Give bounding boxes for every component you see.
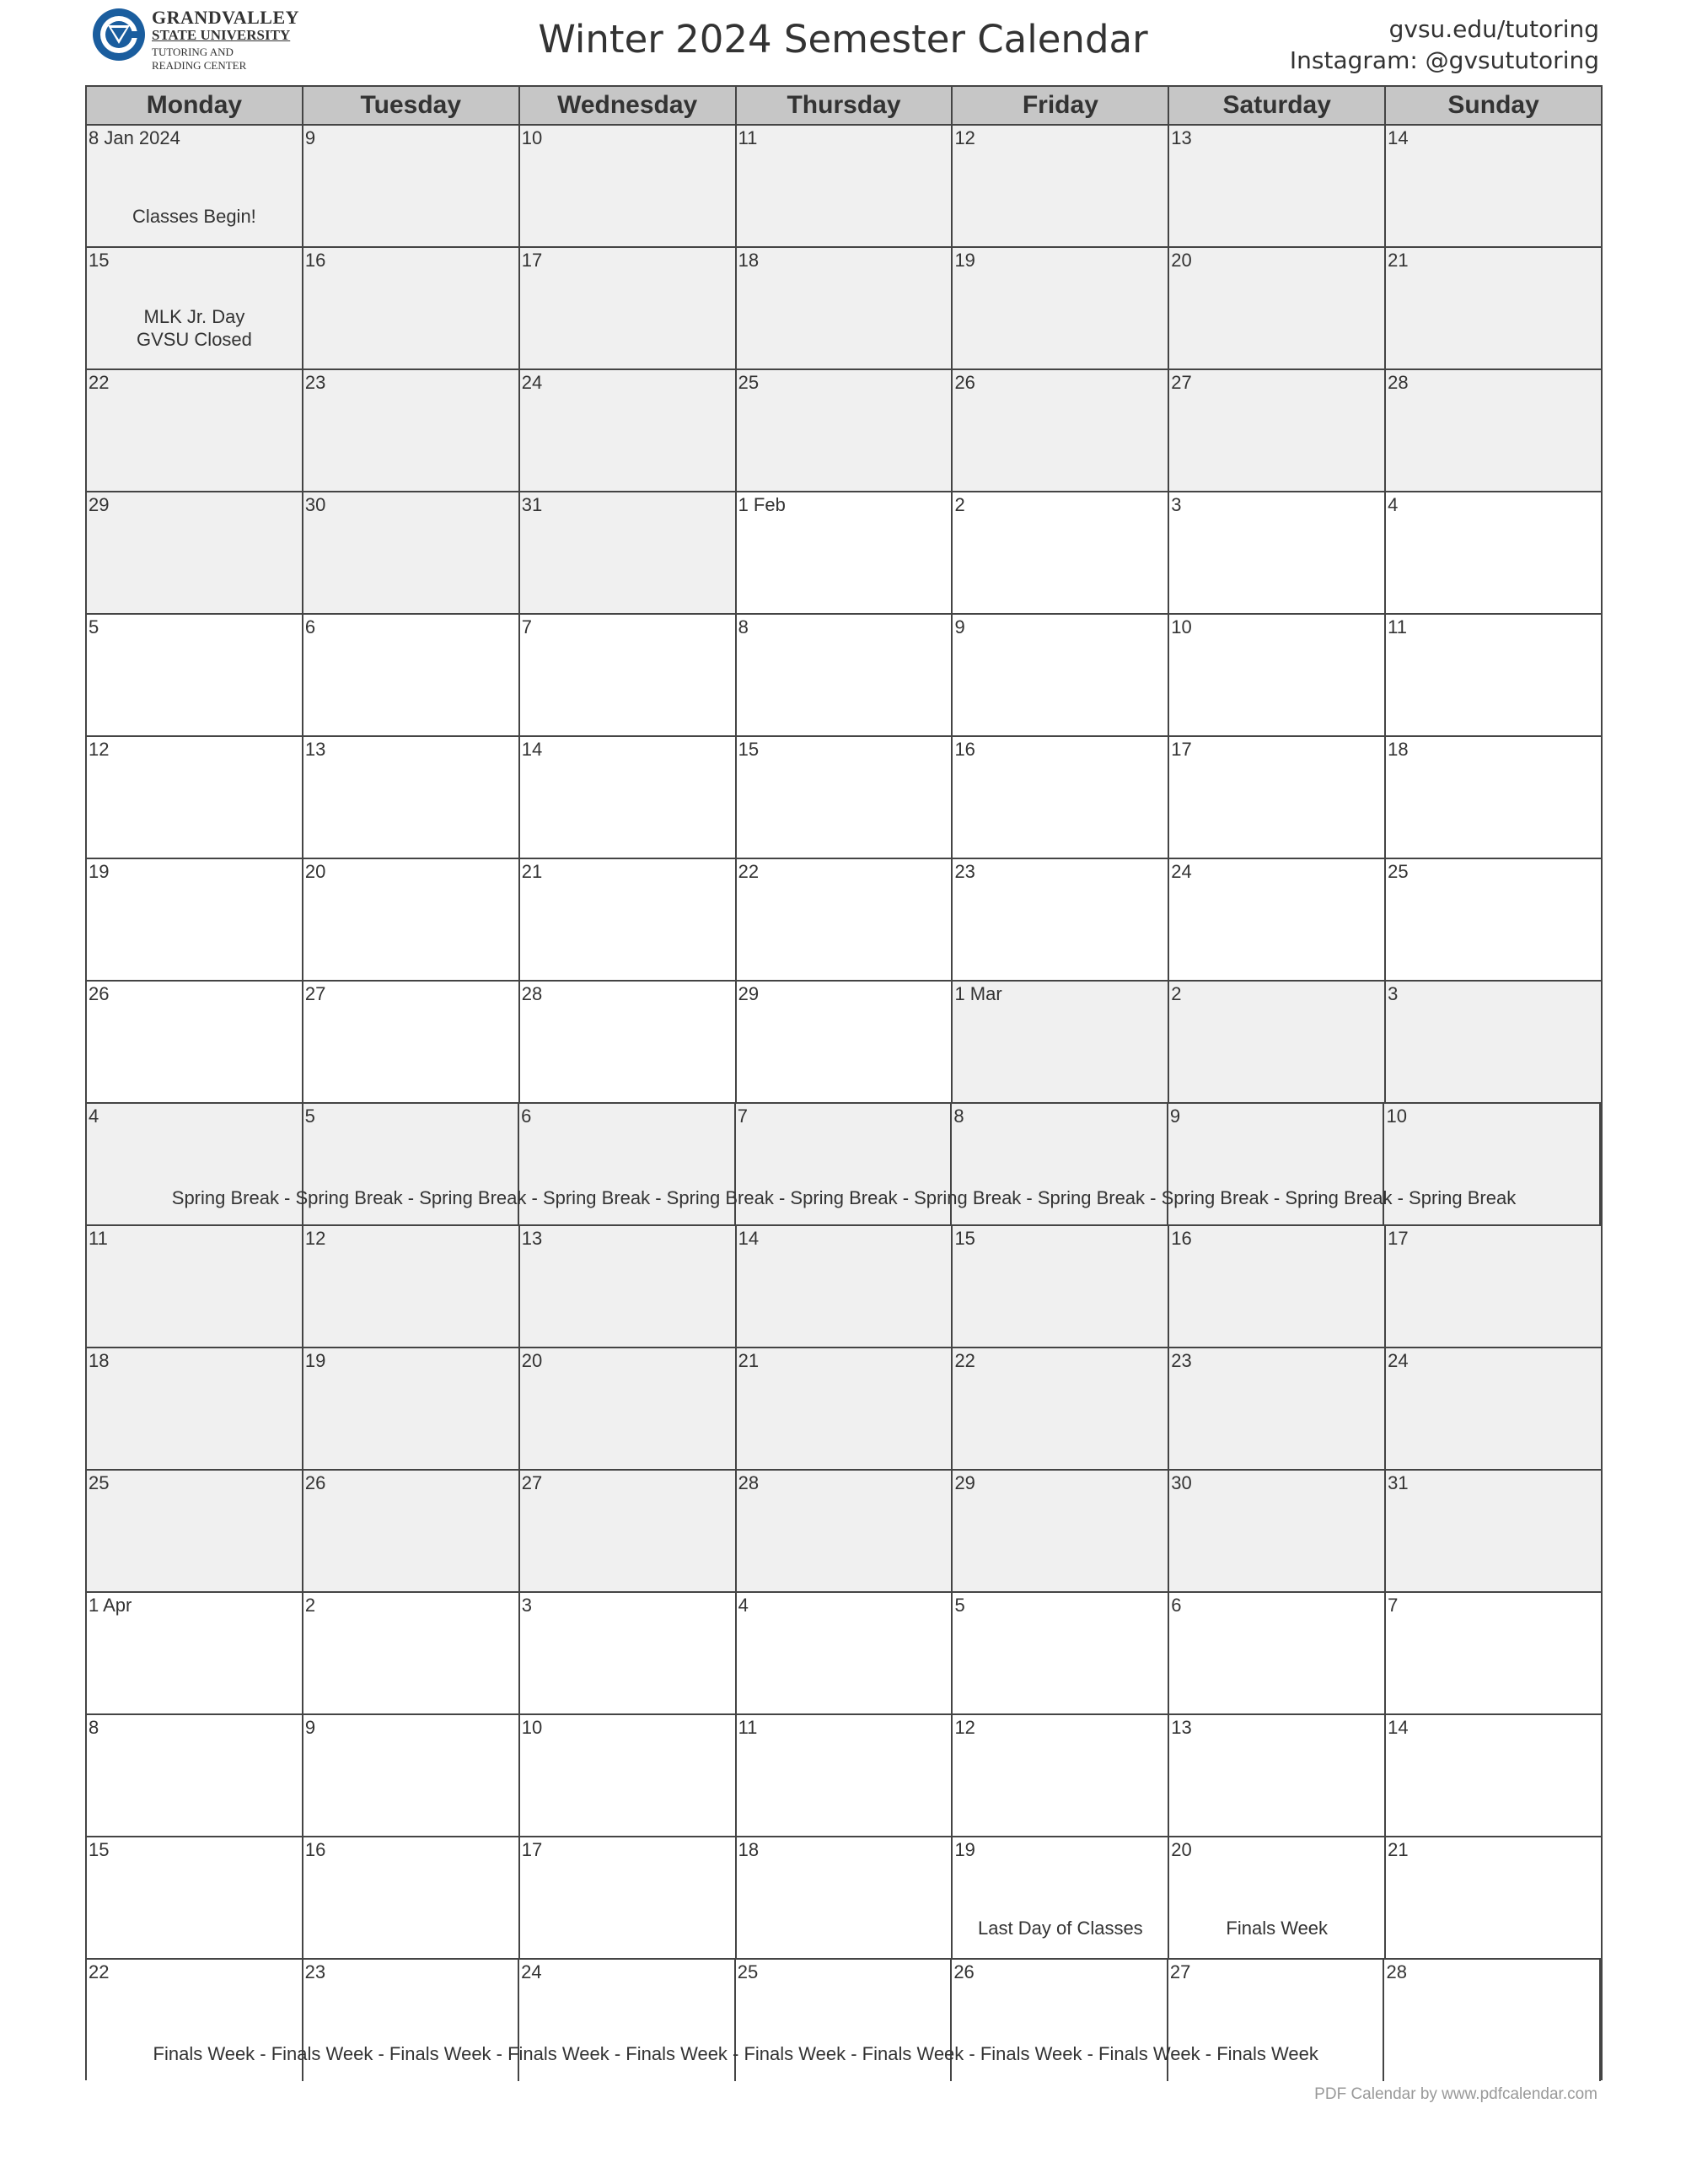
day-number: 28 [1386, 1961, 1407, 1982]
day-cell[interactable] [303, 370, 520, 491]
day-cell[interactable] [1169, 737, 1386, 858]
day-number: 28 [738, 1472, 760, 1493]
day-number: 8 Jan 2024 [89, 127, 180, 148]
day-event: Last Day of Classes [978, 1918, 1143, 1939]
day-number: 28 [1388, 372, 1409, 393]
week-row [87, 1715, 1601, 1837]
day-number: 7 [521, 616, 532, 637]
day-cell[interactable] [736, 1960, 953, 2081]
day-cell[interactable] [953, 1593, 1169, 1713]
day-number: 23 [954, 861, 975, 882]
day-cell[interactable] [87, 126, 303, 246]
week-row [87, 737, 1601, 859]
day-number: 26 [954, 372, 975, 393]
day-number: 9 [304, 1717, 316, 1738]
day-cell[interactable] [520, 615, 737, 735]
day-cell[interactable] [1169, 126, 1386, 246]
day-number: 30 [1171, 1472, 1192, 1493]
day-cell[interactable] [520, 370, 737, 491]
day-cell[interactable] [737, 492, 953, 613]
day-cell[interactable] [953, 1348, 1169, 1469]
day-cell[interactable] [87, 1226, 303, 1347]
day-cell[interactable] [87, 492, 303, 613]
day-number: 27 [1169, 1961, 1191, 1982]
day-cell[interactable] [520, 126, 737, 246]
day-cell[interactable] [1169, 370, 1386, 491]
day-number: 25 [737, 1961, 759, 1982]
day-number: 11 [89, 1228, 108, 1249]
day-number: 27 [304, 983, 326, 1004]
week-row [87, 126, 1601, 248]
day-cell[interactable] [1168, 1104, 1385, 1224]
day-cell[interactable] [87, 248, 303, 368]
day-cell[interactable] [737, 1348, 953, 1469]
day-cell[interactable] [1384, 1104, 1601, 1224]
day-number: 18 [738, 1839, 760, 1860]
day-number: 18 [738, 250, 760, 271]
day-cell[interactable] [87, 982, 303, 1102]
day-cell[interactable] [1386, 1226, 1601, 1347]
week-row [87, 615, 1601, 737]
day-cell[interactable] [520, 1226, 737, 1347]
day-number: 29 [738, 983, 760, 1004]
day-cell[interactable] [737, 370, 953, 491]
day-number: 8 [89, 1717, 99, 1738]
week-row [87, 1593, 1601, 1715]
day-number: 22 [89, 1961, 110, 1982]
day-cell[interactable] [520, 1471, 737, 1591]
day-cell[interactable] [952, 1960, 1168, 2081]
day-number: 10 [521, 1717, 543, 1738]
day-number: 24 [1388, 1350, 1409, 1371]
day-cell[interactable] [87, 859, 303, 980]
day-number: 14 [1388, 127, 1409, 148]
day-number: 25 [738, 372, 760, 393]
day-cell[interactable] [520, 492, 737, 613]
day-cell[interactable] [520, 1715, 737, 1836]
day-cell[interactable] [1386, 1837, 1601, 1958]
week-row [87, 248, 1601, 370]
day-number: 11 [738, 1717, 758, 1738]
day-cell[interactable] [1386, 1348, 1601, 1469]
day-number: 24 [521, 1961, 542, 1982]
page-title: Winter 2024 Semester Calendar [538, 17, 1148, 62]
day-number: 5 [89, 616, 99, 637]
day-cell[interactable] [1386, 859, 1601, 980]
day-cell[interactable] [519, 1104, 736, 1224]
day-cell[interactable] [303, 1960, 520, 2081]
day-number: 17 [521, 250, 543, 271]
day-cell[interactable] [737, 126, 953, 246]
logo-line-1: GRANDVALLEY [152, 7, 300, 28]
weekday-tuesday: Tuesday [303, 87, 520, 124]
weekday-friday: Friday [953, 87, 1169, 124]
day-cell[interactable] [952, 1104, 1168, 1224]
week-row [87, 1226, 1601, 1348]
day-number: 10 [1386, 1105, 1407, 1127]
day-cell[interactable] [1384, 1960, 1601, 2081]
weekday-sunday: Sunday [1447, 91, 1539, 119]
day-cell[interactable] [303, 1593, 520, 1713]
day-cell[interactable] [87, 1960, 303, 2081]
day-number: 31 [1388, 1472, 1409, 1493]
day-cell[interactable] [1169, 1715, 1386, 1836]
day-cell[interactable] [736, 1104, 953, 1224]
day-number: 1 Apr [89, 1595, 132, 1616]
day-number: 2 [1171, 983, 1182, 1004]
day-number: 29 [954, 1472, 975, 1493]
day-cell[interactable] [953, 982, 1169, 1102]
day-number: 23 [304, 1961, 326, 1982]
day-cell[interactable] [520, 1593, 737, 1713]
website-link[interactable]: gvsu.edu/tutoring [1388, 15, 1599, 43]
day-cell[interactable] [519, 1960, 736, 2081]
day-cell[interactable] [1169, 1837, 1386, 1958]
day-number: 12 [954, 1717, 975, 1738]
day-cell[interactable] [1386, 370, 1601, 491]
day-cell[interactable] [520, 982, 737, 1102]
day-number: 22 [954, 1350, 975, 1371]
day-cell[interactable] [303, 982, 520, 1102]
week-row [87, 370, 1601, 492]
day-number: 10 [521, 127, 543, 148]
day-number: 15 [89, 250, 110, 271]
day-number: 31 [521, 494, 543, 515]
day-cell[interactable] [1169, 1348, 1386, 1469]
day-number: 11 [1388, 616, 1407, 637]
day-number: 1 Mar [954, 983, 1002, 1004]
day-number: 20 [304, 861, 326, 882]
day-number: 22 [738, 861, 760, 882]
day-number: 15 [738, 739, 760, 760]
day-cell[interactable] [87, 1593, 303, 1713]
weekday-wednesday: Wednesday [520, 87, 737, 124]
day-cell[interactable] [1169, 1471, 1386, 1591]
day-cell[interactable] [87, 370, 303, 491]
day-cell[interactable] [1386, 492, 1601, 613]
footer-credit: PDF Calendar by www.pdfcalendar.com [1314, 2085, 1597, 2103]
day-event: Finals Week [1226, 1918, 1329, 1939]
day-number: 19 [304, 1350, 326, 1371]
day-number: 25 [1388, 861, 1409, 882]
day-number: 21 [521, 861, 543, 882]
day-number: 6 [1171, 1595, 1182, 1616]
day-number: 7 [737, 1105, 748, 1127]
day-number: 8 [738, 616, 749, 637]
day-cell[interactable] [1386, 737, 1601, 858]
day-number: 4 [738, 1595, 749, 1616]
weekday-monday: Monday [87, 87, 303, 124]
day-cell[interactable] [303, 859, 520, 980]
day-cell[interactable] [737, 1593, 953, 1713]
day-cell[interactable] [303, 248, 520, 368]
day-cell[interactable] [520, 737, 737, 858]
day-number: 11 [738, 127, 758, 148]
day-cell[interactable] [1386, 1715, 1601, 1836]
day-cell[interactable] [953, 859, 1169, 980]
day-cell[interactable] [1386, 126, 1601, 246]
day-number: 19 [954, 250, 975, 271]
day-cell[interactable] [520, 1348, 737, 1469]
day-cell[interactable] [953, 492, 1169, 613]
day-number: 20 [1171, 1839, 1192, 1860]
day-cell[interactable] [737, 737, 953, 858]
day-cell[interactable] [737, 615, 953, 735]
day-number: 21 [1388, 1839, 1409, 1860]
weekday-header-row [87, 87, 1601, 126]
day-cell[interactable] [737, 859, 953, 980]
day-number: 24 [521, 372, 543, 393]
day-cell[interactable] [87, 615, 303, 735]
day-number: 4 [1388, 494, 1399, 515]
day-cell[interactable] [737, 982, 953, 1102]
day-cell[interactable] [520, 248, 737, 368]
day-cell[interactable] [303, 1471, 520, 1591]
day-number: 16 [954, 739, 975, 760]
day-number: 10 [1171, 616, 1192, 637]
day-cell[interactable] [1169, 492, 1386, 613]
day-number: 6 [521, 1105, 532, 1127]
calendar-weeks [87, 126, 1601, 2081]
day-cell[interactable] [737, 1715, 953, 1836]
day-cell[interactable] [953, 615, 1169, 735]
page-header [0, 0, 1686, 84]
day-cell[interactable] [953, 1226, 1169, 1347]
day-number: 26 [953, 1961, 975, 1982]
day-cell[interactable] [1386, 982, 1601, 1102]
week-row [87, 982, 1601, 1104]
day-number: 15 [954, 1228, 975, 1249]
week-row [87, 492, 1601, 615]
day-number: 30 [304, 494, 326, 515]
day-number: 3 [1388, 983, 1399, 1004]
day-number: 27 [521, 1472, 543, 1493]
day-number: 17 [1388, 1228, 1409, 1249]
day-number: 8 [953, 1105, 964, 1127]
day-cell[interactable] [1168, 1960, 1385, 2081]
day-number: 13 [304, 739, 326, 760]
day-cell[interactable] [1169, 1226, 1386, 1347]
day-number: 28 [521, 983, 543, 1004]
logo-line-4: READING CENTER [152, 59, 247, 72]
day-number: 20 [521, 1350, 543, 1371]
day-number: 21 [738, 1350, 760, 1371]
week-row [87, 859, 1601, 982]
day-cell[interactable] [737, 1837, 953, 1958]
weekday-saturday: Saturday [1169, 87, 1386, 124]
day-cell[interactable] [303, 737, 520, 858]
day-number: 14 [1388, 1717, 1409, 1738]
day-cell[interactable] [303, 1837, 520, 1958]
day-cell[interactable] [1169, 1593, 1386, 1713]
day-number: 5 [304, 1105, 315, 1127]
week-row [87, 1471, 1601, 1593]
day-cell[interactable] [953, 126, 1169, 246]
day-number: 2 [954, 494, 965, 515]
day-number: 12 [954, 127, 975, 148]
day-cell[interactable] [1386, 615, 1601, 735]
day-cell[interactable] [1169, 248, 1386, 368]
day-cell[interactable] [303, 615, 520, 735]
calendar-grid [85, 85, 1603, 2080]
day-number: 20 [1171, 250, 1192, 271]
day-number: 14 [521, 739, 543, 760]
day-number: 21 [1388, 250, 1409, 271]
day-cell[interactable] [737, 1471, 953, 1591]
day-number: 4 [89, 1105, 99, 1127]
day-cell[interactable] [87, 1715, 303, 1836]
day-number: 26 [304, 1472, 326, 1493]
week-row [87, 1960, 1601, 2081]
day-number: 9 [304, 127, 316, 148]
day-cell[interactable] [303, 1226, 520, 1347]
day-number: 17 [1171, 739, 1192, 760]
day-number: 12 [89, 739, 110, 760]
day-cell[interactable] [953, 1471, 1169, 1591]
day-number: 6 [304, 616, 316, 637]
day-number: 17 [521, 1839, 543, 1860]
day-number: 13 [1171, 127, 1192, 148]
day-event: Classes Begin! [132, 206, 256, 227]
day-cell[interactable] [1169, 982, 1386, 1102]
day-cell[interactable] [303, 1715, 520, 1836]
day-number: 15 [89, 1839, 110, 1860]
day-cell[interactable] [87, 1104, 303, 1224]
day-number: 1 Feb [738, 494, 786, 515]
logo-line-2: STATE UNIVERSITY [152, 27, 291, 43]
week-row [87, 1837, 1601, 1960]
day-cell[interactable] [87, 1471, 303, 1591]
day-cell[interactable] [953, 737, 1169, 858]
day-cell[interactable] [1169, 859, 1386, 980]
day-cell[interactable] [87, 1348, 303, 1469]
day-number: 3 [521, 1595, 532, 1616]
day-number: 13 [521, 1228, 543, 1249]
day-number: 23 [304, 372, 326, 393]
week-row [87, 1104, 1601, 1226]
day-number: 29 [89, 494, 110, 515]
day-number: 16 [304, 1839, 326, 1860]
day-number: 16 [1171, 1228, 1192, 1249]
day-cell[interactable] [303, 126, 520, 246]
day-number: 26 [89, 983, 110, 1004]
day-cell[interactable] [737, 1226, 953, 1347]
day-cell[interactable] [1169, 615, 1386, 735]
day-number: 3 [1171, 494, 1182, 515]
day-number: 7 [1388, 1595, 1399, 1616]
day-cell[interactable] [953, 370, 1169, 491]
day-number: 23 [1171, 1350, 1192, 1371]
day-number: 19 [954, 1839, 975, 1860]
day-cell[interactable] [1386, 1593, 1601, 1713]
day-number: 9 [954, 616, 965, 637]
day-cell[interactable] [1386, 248, 1601, 368]
day-cell[interactable] [303, 492, 520, 613]
day-number: 22 [89, 372, 110, 393]
day-cell[interactable] [737, 248, 953, 368]
week-event-banner: Finals Week - Finals Week - Finals Week - Finals Week - Finals Week - Finals Week - Finals Week - Finals Week - Finals Week - Finals Week [153, 2043, 1318, 2064]
day-number: 24 [1171, 861, 1192, 882]
day-number: 9 [1169, 1105, 1181, 1127]
day-cell[interactable] [87, 1837, 303, 1958]
day-cell[interactable] [1386, 1471, 1601, 1591]
day-number: 13 [1171, 1717, 1192, 1738]
day-number: 2 [304, 1595, 316, 1616]
day-number: 18 [89, 1350, 110, 1371]
day-cell[interactable] [953, 1715, 1169, 1836]
day-number: 12 [304, 1228, 326, 1249]
logo-line-3: TUTORING AND [152, 46, 234, 58]
week-row [87, 1348, 1601, 1471]
day-number: 14 [738, 1228, 760, 1249]
day-number: 16 [304, 250, 326, 271]
day-cell[interactable] [87, 737, 303, 858]
instagram-handle: Instagram: @gvsututoring [1289, 46, 1599, 74]
day-number: 19 [89, 861, 110, 882]
day-cell[interactable] [303, 1348, 520, 1469]
day-cell[interactable] [520, 859, 737, 980]
day-number: 25 [89, 1472, 110, 1493]
day-number: 18 [1388, 739, 1409, 760]
weekday-thursday: Thursday [737, 87, 953, 124]
day-number: 27 [1171, 372, 1192, 393]
day-event: MLK Jr. Day GVSU Closed [136, 306, 252, 350]
day-cell[interactable] [303, 1104, 520, 1224]
day-number: 5 [954, 1595, 965, 1616]
week-event-banner: Spring Break - Spring Break - Spring Break - Spring Break - Spring Break - Spring Break - Spring Break - Spring Break - Spring Break - Spring Break - Spring Break [171, 1187, 1517, 1208]
day-cell[interactable] [520, 1837, 737, 1958]
day-cell[interactable] [953, 1837, 1169, 1958]
day-cell[interactable] [953, 248, 1169, 368]
